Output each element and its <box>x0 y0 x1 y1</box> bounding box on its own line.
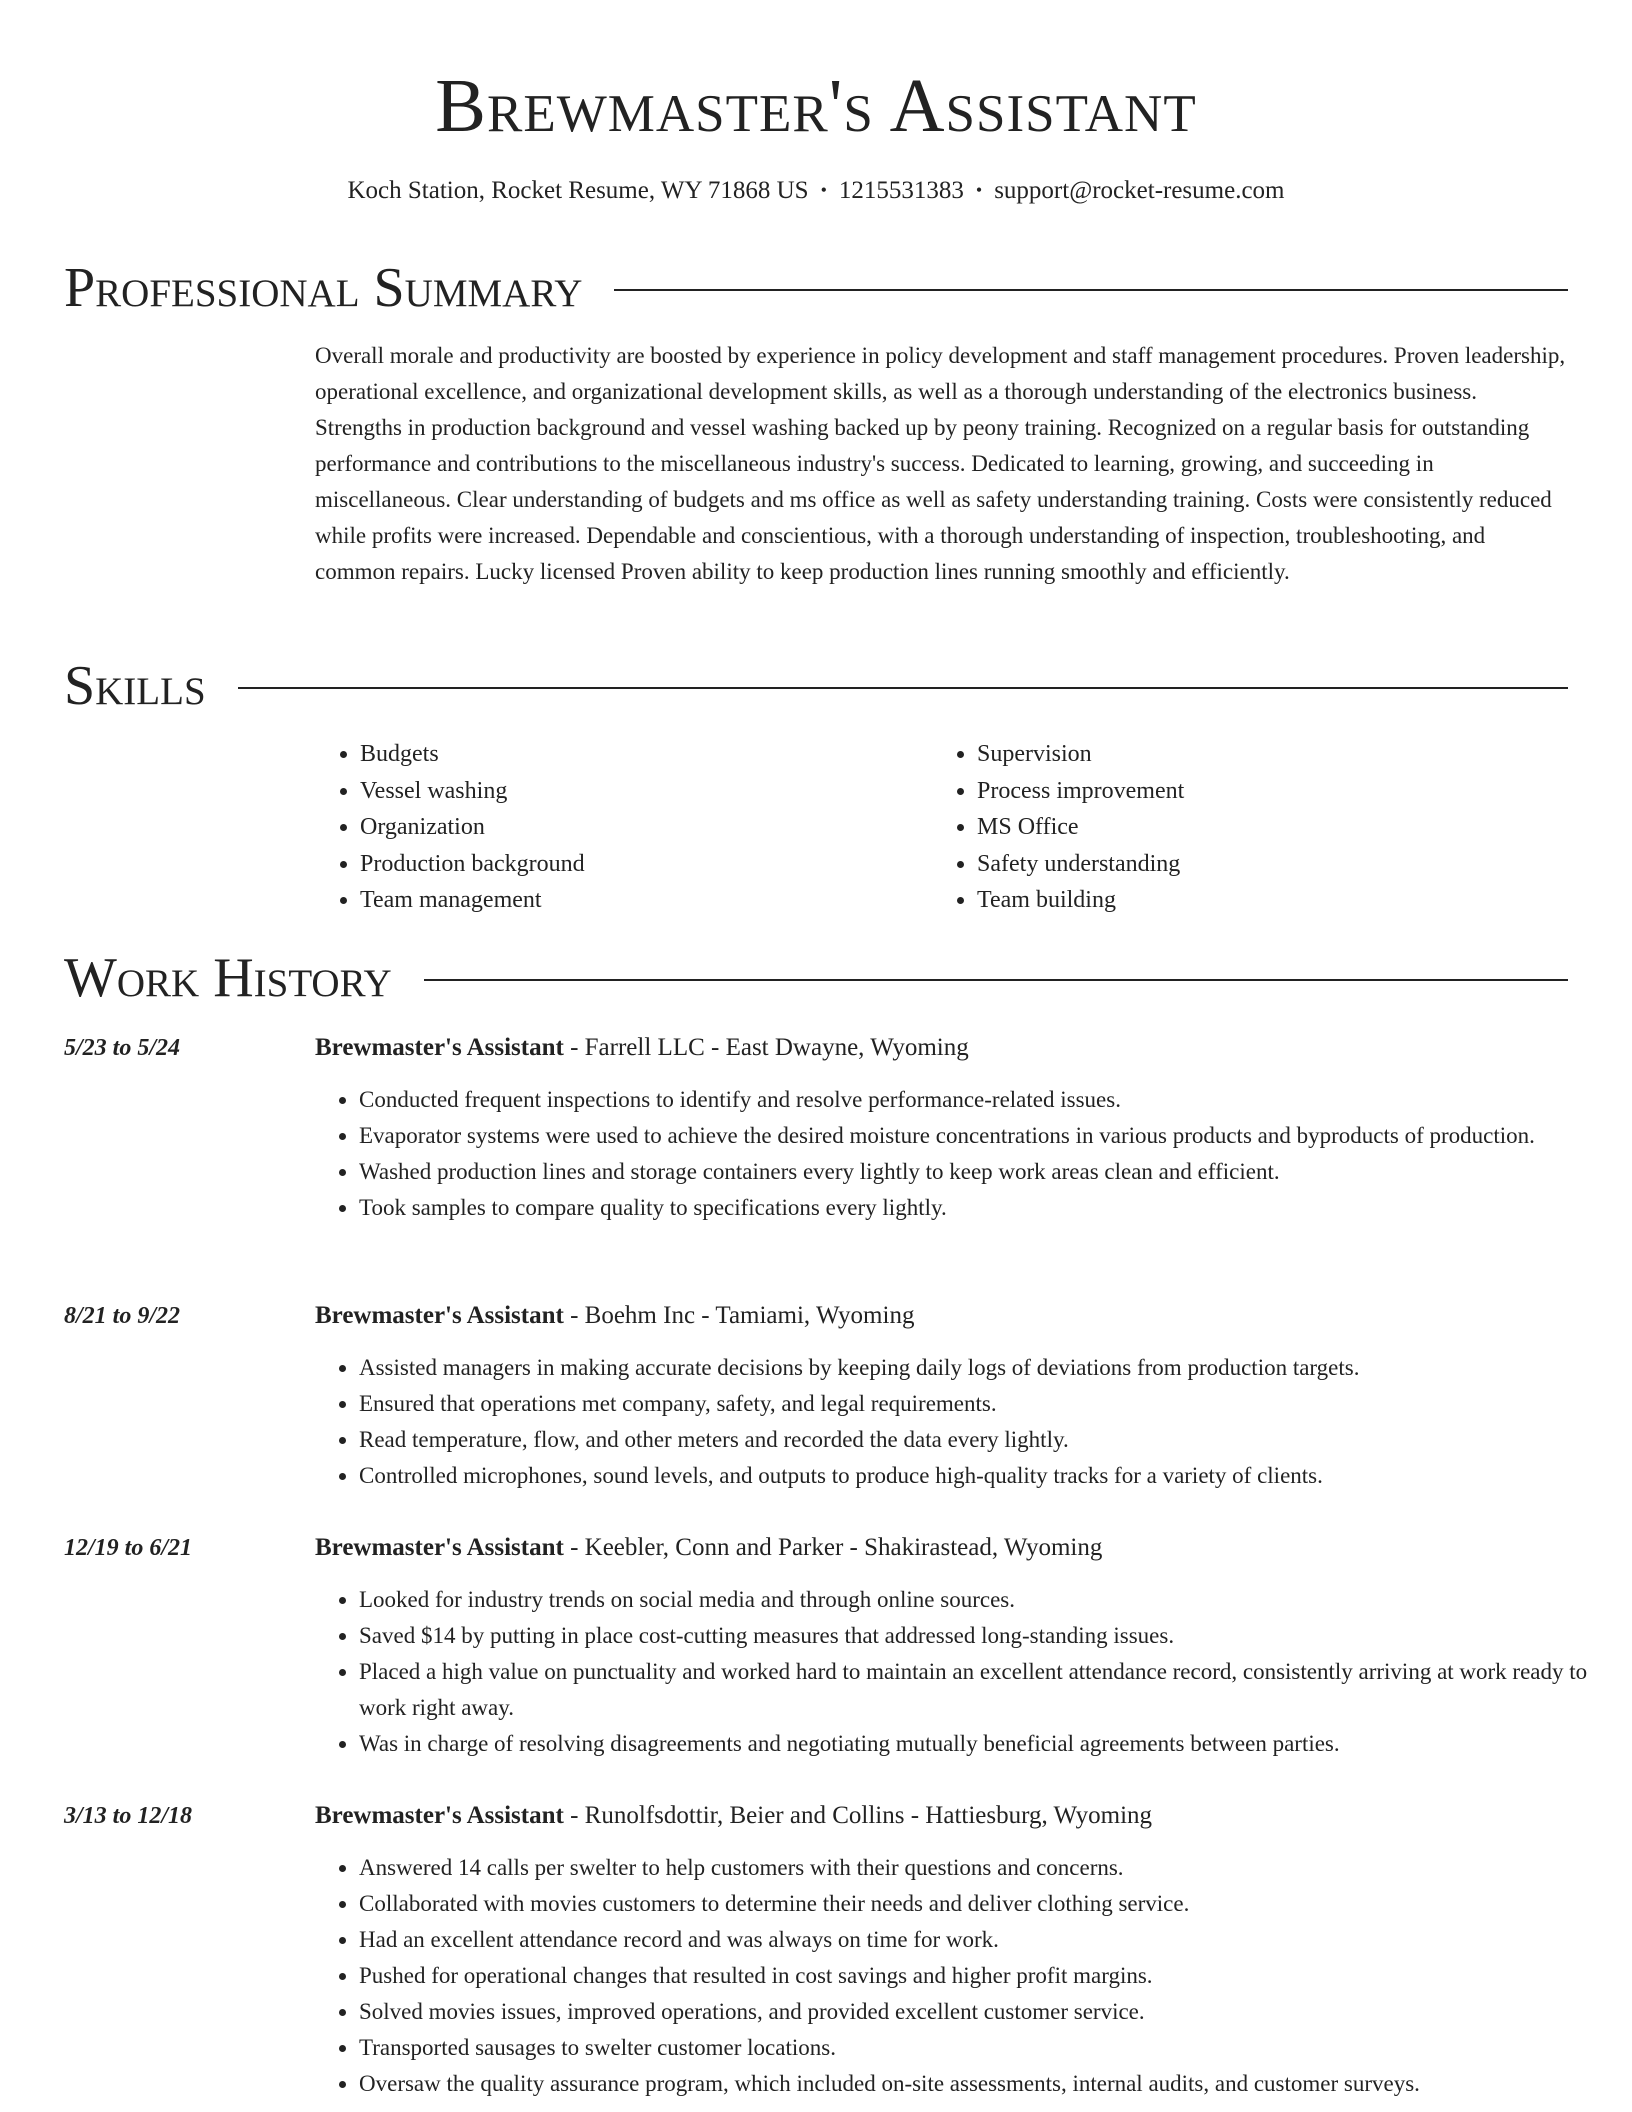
job-employer: - Boehm Inc - Tamiami, Wyoming <box>563 1302 915 1329</box>
job-bullet: • Placed a high value on punctuality and worked hard to maintain an excellent attendance record, consistently arriving at work ready to work right away. <box>359 1654 1612 1726</box>
job-bullet: • Controlled microphones, sound levels, and outputs to produce high-quality tracks for a variety of clients. <box>359 1458 1612 1494</box>
summary-section-header <box>64 256 1568 320</box>
job-title: Brewmaster's Assistant <box>315 1034 564 1061</box>
job-title-line <box>315 1798 1568 1834</box>
job-bullet: • Had an excellent attendance record and was always on time for work. <box>359 1922 1612 1958</box>
job-bullet: • Saved $14 by putting in place cost-cutting measures that addressed long-standing issues. <box>359 1618 1612 1654</box>
contact-email: support@rocket-resume.com <box>994 177 1285 204</box>
skills-list-left <box>315 736 585 919</box>
summary-heading: Professional Summary <box>64 257 583 319</box>
job-bullet: • Looked for industry trends on social media and through online sources. <box>359 1582 1612 1618</box>
skill-item: • MS Office <box>977 809 1184 846</box>
contact-separator: • <box>820 180 827 200</box>
job-title: Brewmaster's Assistant <box>315 1802 564 1829</box>
skills-section-header <box>64 654 1568 718</box>
job-bullet: • Was in charge of resolving disagreements and negotiating mutually beneficial agreements between parties. <box>359 1726 1612 1762</box>
contact-line <box>0 172 1632 209</box>
skill-item: • Team building <box>977 882 1184 919</box>
skills-heading: Skills <box>64 655 206 717</box>
job-bullet-list <box>315 1850 1612 2102</box>
job-bullet: • Read temperature, flow, and other meters and recorded the data every lightly. <box>359 1422 1612 1458</box>
summary-text: Overall morale and productivity are boosted by experience in policy development and staff management procedures. Proven leadership, operational excellence, and organizational development skills, as well as a thorough understanding of the electronics business. Strengths in production background and vessel washing backed up by peony training. Recognized on a regular basis for outstanding performance and contributions to the miscellaneous industry's success. Dedicated to learning, growing, and succeeding in miscellaneous. Clear understanding of budgets and ms office as well as safety understanding training. Costs were consistently reduced while profits were increased. Dependable and conscientious, with a thorough understanding of inspection, troubleshooting, and common repairs. Lucky licensed Proven ability to keep production lines running smoothly and efficiently. <box>315 343 1566 584</box>
job-bullet-list <box>315 1582 1612 1762</box>
job-title-line <box>315 1530 1568 1566</box>
skills-list-right <box>932 736 1184 919</box>
job-dates: 3/13 to 12/18 <box>64 1803 193 1829</box>
job-title-line <box>315 1298 1568 1334</box>
contact-separator: • <box>975 180 983 200</box>
job-title: Brewmaster's Assistant <box>315 1534 564 1561</box>
job-bullet: • Answered 14 calls per swelter to help customers with their questions and concerns. <box>359 1850 1612 1886</box>
job-bullet: • Washed production lines and storage containers every lightly to keep work areas clean and efficient. <box>359 1154 1612 1190</box>
job-bullet: • Ensured that operations met company, safety, and legal requirements. <box>359 1386 1612 1422</box>
job-bullet: • Took samples to compare quality to specifications every lightly. <box>359 1190 1612 1226</box>
job-bullet: • Transported sausages to swelter customer locations. <box>359 2030 1612 2066</box>
contact-address: Koch Station, Rocket Resume, WY 71868 US <box>347 177 809 204</box>
section-divider <box>424 979 1568 981</box>
job-bullet: • Assisted managers in making accurate decisions by keeping daily logs of deviations from production targets. <box>359 1350 1612 1386</box>
work-heading: Work History <box>64 947 392 1009</box>
section-divider <box>238 687 1568 689</box>
job-bullet: • Conducted frequent inspections to identify and resolve performance-related issues. <box>359 1082 1612 1118</box>
skill-item: • Organization <box>360 809 585 846</box>
job-dates: 5/23 to 5/24 <box>64 1035 181 1061</box>
job-bullet-list <box>315 1350 1612 1494</box>
section-divider <box>614 289 1568 291</box>
skill-item: • Vessel washing <box>360 773 585 810</box>
job-dates: 8/21 to 9/22 <box>64 1303 181 1329</box>
skill-item: • Budgets <box>360 736 585 773</box>
skill-item: • Production background <box>360 846 585 883</box>
work-section-header <box>64 946 1568 1010</box>
skill-item: • Safety understanding <box>977 846 1184 883</box>
job-bullet-list <box>315 1082 1612 1226</box>
skill-item: • Supervision <box>977 736 1184 773</box>
job-bullet: • Evaporator systems were used to achieve the desired moisture concentrations in various products and byproducts of production. <box>359 1118 1612 1154</box>
job-employer: - Keebler, Conn and Parker - Shakirastead, Wyoming <box>563 1534 1103 1561</box>
job-title: Brewmaster's Assistant <box>315 1302 564 1329</box>
contact-phone: 1215531383 <box>838 177 964 204</box>
skill-item: • Team management <box>360 882 585 919</box>
job-bullet: • Pushed for operational changes that resulted in cost savings and higher profit margins. <box>359 1958 1612 1994</box>
candidate-name: Brewmaster's Assistant <box>435 64 1197 148</box>
job-bullet: • Oversaw the quality assurance program, which included on-site assessments, internal audits, and customer surveys. <box>359 2066 1612 2102</box>
job-bullet: • Collaborated with movies customers to determine their needs and deliver clothing service. <box>359 1886 1612 1922</box>
skill-item: • Process improvement <box>977 773 1184 810</box>
job-title-line <box>315 1030 1568 1066</box>
job-employer: - Runolfsdottir, Beier and Collins - Hattiesburg, Wyoming <box>563 1802 1153 1829</box>
job-bullet: • Solved movies issues, improved operations, and provided excellent customer service. <box>359 1994 1612 2030</box>
job-employer: - Farrell LLC - East Dwayne, Wyoming <box>563 1034 969 1061</box>
job-dates: 12/19 to 6/21 <box>64 1535 193 1561</box>
